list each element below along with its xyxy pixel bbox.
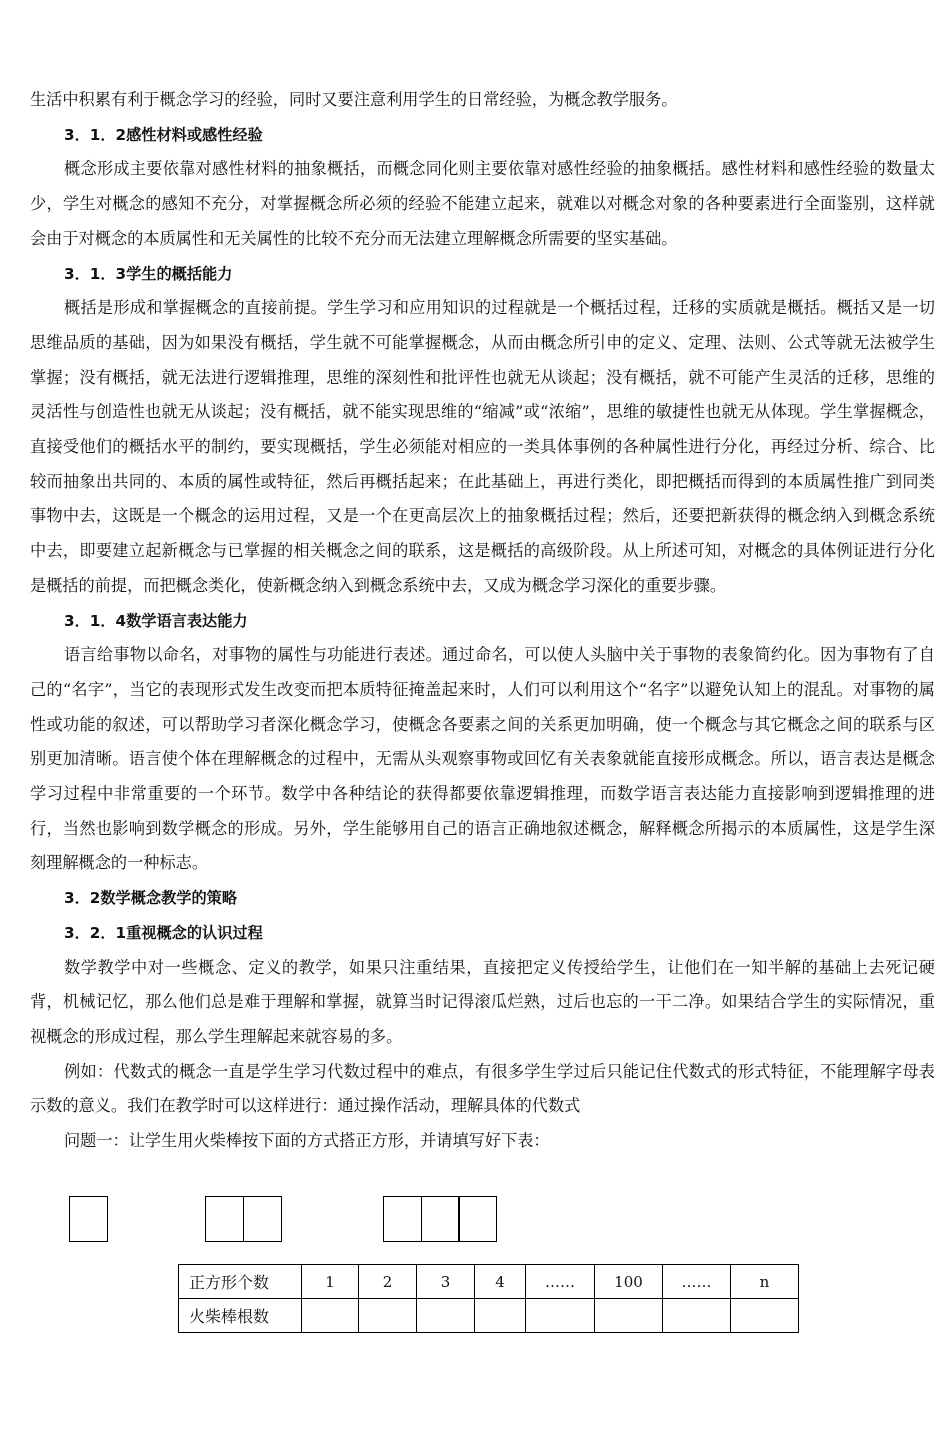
section-heading-3-2-1: 3．2．1重视概念的认识过程 bbox=[64, 923, 263, 942]
section-heading-3-1-4: 3．1．4数学语言表达能力 bbox=[64, 611, 248, 630]
square bbox=[421, 1196, 460, 1242]
table-row-matchsticks bbox=[179, 1299, 799, 1333]
matchstick-squares-figure bbox=[0, 1196, 950, 1246]
table-cell: 2 bbox=[359, 1265, 417, 1299]
paragraph-question-one: 问题一：让学生用火柴棒按下面的方式搭正方形，并请填写好下表： bbox=[64, 1131, 550, 1151]
section-heading-3-1-2: 3．1．2感性材料或感性经验 bbox=[64, 125, 263, 144]
matchstick-table bbox=[178, 1264, 799, 1333]
table-cell-empty[interactable] bbox=[302, 1299, 359, 1333]
table-cell-empty[interactable] bbox=[663, 1299, 731, 1333]
paragraph-concept-process: 数学教学中对一些概念、定义的教学，如果只注重结果，直接把定义传授给学生，让他们在一知半解的基础上去死记硬背，机械记忆，那么他们总是难于理解和掌握，就算当时记得滚瓜烂熟，过后也忘的一干二净。如果结合学生的实际情况，重视概念的形成过程，那么学生理解起来就容易的多。 bbox=[30, 957, 935, 1046]
square bbox=[243, 1196, 282, 1242]
paragraph-continuation: 生活中积累有利于概念学习的经验，同时又要注意利用学生的日常经验，为概念教学服务。 bbox=[30, 90, 678, 109]
row-label-matchstick-count: 火柴棒根数 bbox=[179, 1299, 302, 1333]
table-cell: 3 bbox=[417, 1265, 475, 1299]
square bbox=[69, 1196, 108, 1242]
paragraph-language-expression: 语言给事物以命名，对事物的属性与功能进行表述。通过命名，可以使人头脑中关于事物的表象简约化。因为事物有了自己的“名字”，当它的表现形式发生改变而把本质特征掩盖起来时，人们可以利用这个“名字”以避免认知上的混乱。对事物的属性或功能的叙述，可以帮助学习者深化概念学习，使概念各要素之间的关系更加明确，使一个概念与其它概念之间的联系与区别更加清晰。语言使个体在理解概念的过程中，无需从头观察事物或回忆有关表象就能直接形成概念。所以，语言表达是概念学习过程中非常重要的一个环节。数学中各种结论的获得都要依靠逻辑推理，而数学语言表达能力直接影响到逻辑推理的进行，当然也影响到数学概念的形成。另外，学生能够用自己的语言正确地叙述概念，解释概念所揭示的本质属性，这是学生深刻理解概念的一种标志。 bbox=[30, 645, 935, 873]
section-heading-3-1-3: 3．1．3学生的概括能力 bbox=[64, 264, 233, 283]
square-group-1 bbox=[69, 1196, 108, 1244]
square bbox=[205, 1196, 244, 1242]
table-row-squares bbox=[179, 1265, 799, 1299]
paragraph-perceptual-material: 概念形成主要依靠对感性材料的抽象概括，而概念同化则主要依靠对感性经验的抽象概括。感性材料和感性经验的数量太少，学生对概念的感知不充分，对掌握概念所必须的经验不能建立起来，就难以对概念对象的各种要素进行全面鉴别，这样就会由于对概念的本质属性和无关属性的比较不充分而无法建立理解概念所需要的坚实基础。 bbox=[30, 159, 935, 248]
table-cell: …… bbox=[663, 1265, 731, 1299]
document-body bbox=[30, 83, 935, 1159]
square-group-2 bbox=[205, 1196, 282, 1244]
table-cell: …… bbox=[526, 1265, 595, 1299]
table-cell: 4 bbox=[475, 1265, 526, 1299]
table-cell-empty[interactable] bbox=[417, 1299, 475, 1333]
table-cell: 1 bbox=[302, 1265, 359, 1299]
row-label-square-count: 正方形个数 bbox=[179, 1265, 302, 1299]
square bbox=[458, 1196, 497, 1242]
paragraph-generalization: 概括是形成和掌握概念的直接前提。学生学习和应用知识的过程就是一个概括过程，迁移的实质就是概括。概括又是一切思维品质的基础，因为如果没有概括，学生就不可能掌握概念，从而由概念所引申的定义、定理、法则、公式等就无法被学生掌握；没有概括，就无法进行逻辑推理，思维的深刻性和批评性也就无从谈起；没有概括，就不可能产生灵活的迁移，思维的灵活性与创造性也就无从谈起；没有概括，就不能实现思维的“缩减”或“浓缩”，思维的敏捷性也就无从体现。学生掌握概念，直接受他们的概括水平的制约，要实现概括，学生必须能对相应的一类具体事例的各种属性进行分化，再经过分析、综合、比较而抽象出共同的、本质的属性或特征，然后再概括起来；在此基础上，再进行类化，即把概括而得到的本质属性推广到同类事物中去，这既是一个概念的运用过程，又是一个在更高层次上的抽象概括过程；然后，还要把新获得的概念纳入到概念系统中去，即要建立起新概念与已掌握的相关概念之间的联系，这是概括的高级阶段。从上所述可知，对概念的具体例证进行分化是概括的前提，而把概念类化，使新概念纳入到概念系统中去，又成为概念学习深化的重要步骤。 bbox=[30, 298, 935, 595]
section-heading-3-2: 3．2数学概念教学的策略 bbox=[64, 889, 238, 908]
table-cell: 100 bbox=[595, 1265, 663, 1299]
square-group-3 bbox=[383, 1196, 497, 1244]
paragraph-example: 例如：代数式的概念一直是学生学习代数过程中的难点，有很多学生学过后只能记住代数式的形式特征，不能理解字母表示数的意义。我们在教学时可以这样进行：通过操作活动，理解具体的代数式 bbox=[30, 1061, 935, 1116]
table-cell: n bbox=[731, 1265, 799, 1299]
table-cell-empty[interactable] bbox=[475, 1299, 526, 1333]
table-cell-empty[interactable] bbox=[359, 1299, 417, 1333]
table-cell-empty[interactable] bbox=[595, 1299, 663, 1333]
table-cell-empty[interactable] bbox=[526, 1299, 595, 1333]
table-cell-empty[interactable] bbox=[731, 1299, 799, 1333]
square bbox=[383, 1196, 422, 1242]
